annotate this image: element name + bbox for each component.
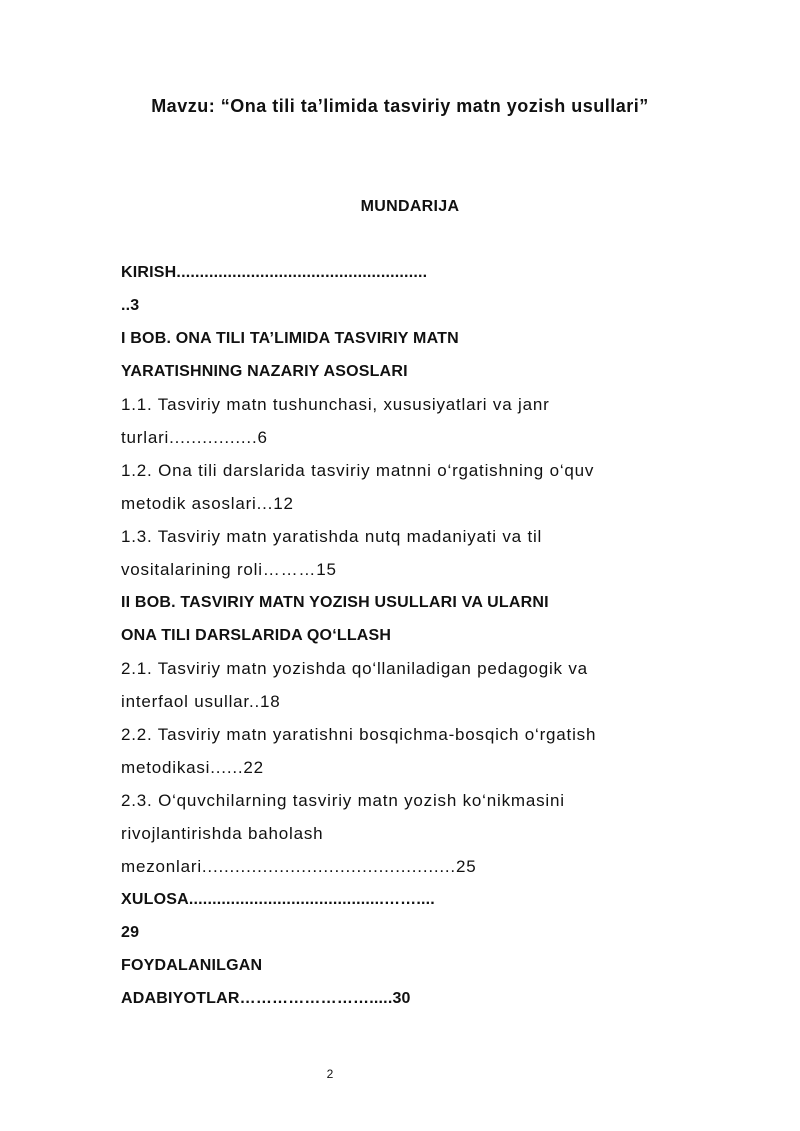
toc-line: 29	[121, 924, 140, 941]
document-topic: Mavzu: “Ona tili ta’limida tasviriy matn yozish usullari”	[151, 96, 649, 116]
toc-line: ONA TILI DARSLARIDA QO‘LLASH	[121, 627, 392, 644]
toc-line: YARATISHNING NAZARIY ASOSLARI	[121, 363, 408, 380]
toc-line: 2.3. O‘quvchilarning tasviriy matn yozish ko‘nikmasini	[121, 791, 565, 810]
toc-line: metodikasi......22	[121, 758, 264, 777]
toc-line: 2.1. Tasviriy matn yozishda qo‘llaniladigan pedagogik va	[121, 659, 588, 678]
toc-line: 1.1. Tasviriy matn tushunchasi, xususiyatlari va janr	[121, 395, 550, 414]
toc-line: 2.2. Tasviriy matn yaratishni bosqichma-bosqich o‘rgatish	[121, 725, 597, 744]
toc-line: I BOB. ONA TILI TA’LIMIDA TASVIRIY MATN	[121, 330, 459, 347]
toc-line: FOYDALANILGAN	[121, 957, 263, 974]
toc-line: interfaol usullar..18	[121, 692, 281, 711]
toc-line: KIRISH......................................................	[121, 264, 428, 281]
toc-line: 1.3. Tasviriy matn yaratishda nutq madaniyati va til	[121, 527, 543, 546]
toc-line: turlari................6	[121, 428, 268, 447]
toc-line: mezonlari..............................................25	[121, 857, 477, 876]
toc-line: rivojlantirishda baholash	[121, 824, 324, 843]
toc-line: 1.2. Ona tili darslarida tasviriy matnni o‘rgatishning o‘quv	[121, 461, 595, 480]
toc-line: vositalarining roli………15	[121, 560, 337, 579]
toc-line: metodik asoslari...12	[121, 494, 294, 513]
toc-line: II BOB. TASVIRIY MATN YOZISH USULLARI VA ULARNI	[121, 594, 549, 611]
table-of-contents	[121, 262, 791, 1021]
toc-line: ADABIYOTLAR…………………….....30	[121, 990, 411, 1007]
toc-line: XULOSA..........................................……....	[121, 891, 435, 908]
toc-heading: MUNDARIJA	[360, 198, 460, 215]
page-number: 2	[326, 1067, 334, 1081]
toc-line: ..3	[121, 297, 140, 314]
